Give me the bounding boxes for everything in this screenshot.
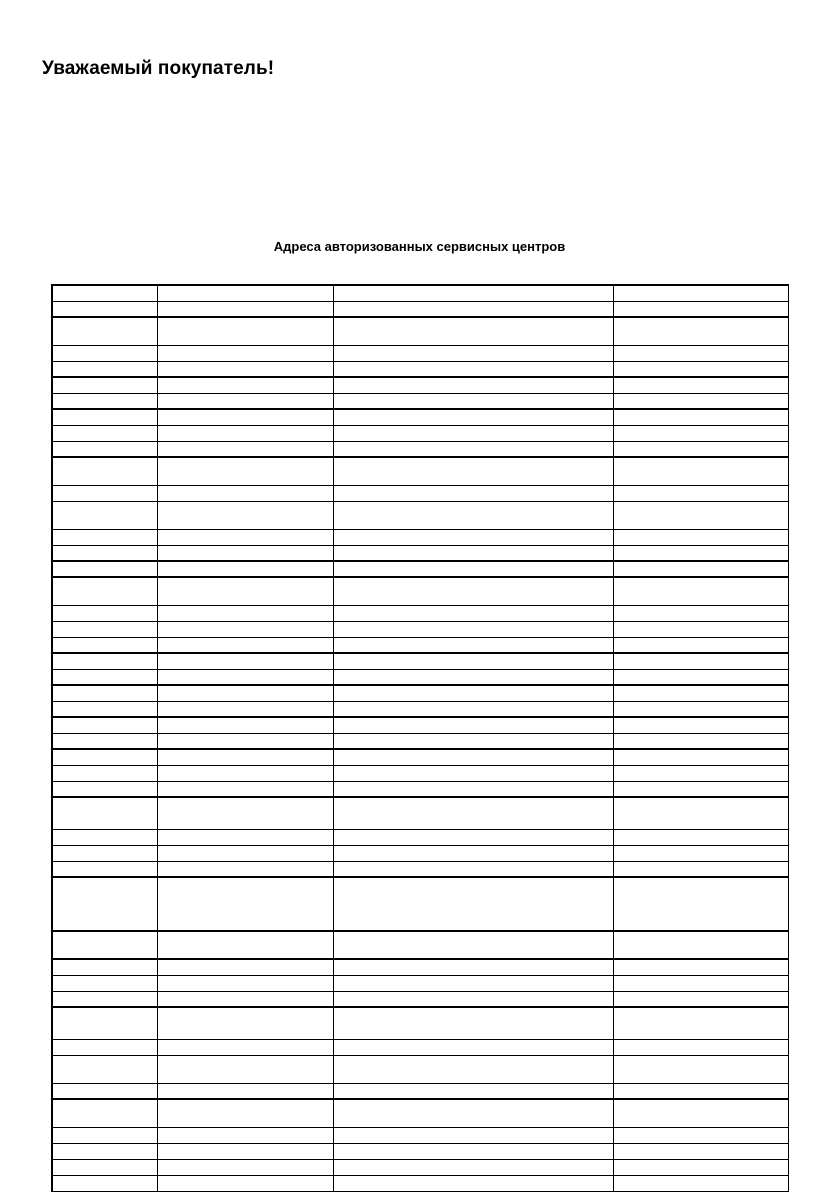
table-cell (52, 877, 157, 931)
table-cell (52, 441, 157, 457)
table-cell (613, 621, 788, 637)
table-row (52, 781, 788, 797)
table-row (52, 425, 788, 441)
table-cell (157, 685, 333, 701)
table-cell (157, 733, 333, 749)
table-cell (333, 561, 613, 577)
table-cell (333, 1099, 613, 1127)
table-cell (52, 501, 157, 529)
table-row (52, 717, 788, 733)
table-cell (52, 975, 157, 991)
table-cell (333, 877, 613, 931)
table-row (52, 669, 788, 685)
table-cell (157, 845, 333, 861)
table-cell (333, 441, 613, 457)
table-row (52, 749, 788, 765)
table-cell (333, 637, 613, 653)
table-cell (157, 1159, 333, 1175)
table-cell (613, 1175, 788, 1191)
table-cell (52, 545, 157, 561)
table-cell (157, 457, 333, 485)
table-row (52, 377, 788, 393)
table-cell (157, 931, 333, 959)
table-cell (613, 361, 788, 377)
table-cell (52, 425, 157, 441)
table-row (52, 1127, 788, 1143)
table-cell (157, 653, 333, 669)
table-cell (333, 845, 613, 861)
table-cell (333, 425, 613, 441)
table-cell (613, 781, 788, 797)
table-cell (52, 345, 157, 361)
table-cell (333, 749, 613, 765)
table-cell (613, 1099, 788, 1127)
table-cell (333, 1175, 613, 1191)
table-cell (52, 1055, 157, 1083)
table-cell (333, 317, 613, 345)
table-cell (613, 529, 788, 545)
table-cell (613, 845, 788, 861)
table-cell (613, 1127, 788, 1143)
table-cell (157, 717, 333, 733)
table-row (52, 685, 788, 701)
table-cell (157, 393, 333, 409)
table-cell (333, 669, 613, 685)
table-cell (613, 301, 788, 317)
table-cell (613, 749, 788, 765)
table-cell (613, 285, 788, 301)
table-cell (613, 457, 788, 485)
table-row (52, 701, 788, 717)
table-cell (157, 425, 333, 441)
table-row (52, 1083, 788, 1099)
table-cell (52, 765, 157, 781)
table-cell (613, 1083, 788, 1099)
table-cell (613, 733, 788, 749)
table-cell (52, 701, 157, 717)
table-cell (333, 1039, 613, 1055)
table-row (52, 1055, 788, 1083)
table-row (52, 991, 788, 1007)
table-cell (613, 393, 788, 409)
table-cell (333, 765, 613, 781)
table-cell (613, 829, 788, 845)
table-cell (613, 425, 788, 441)
table-cell (52, 1083, 157, 1099)
table-cell (52, 749, 157, 765)
table-row (52, 457, 788, 485)
table-cell (52, 669, 157, 685)
table-cell (157, 361, 333, 377)
table-cell (157, 409, 333, 425)
table-cell (613, 653, 788, 669)
table-cell (157, 975, 333, 991)
table-cell (613, 501, 788, 529)
table-row (52, 975, 788, 991)
table-cell (613, 1007, 788, 1039)
table-cell (157, 485, 333, 501)
table-cell (52, 317, 157, 345)
table-cell (52, 717, 157, 733)
table-row (52, 959, 788, 975)
table-cell (613, 1039, 788, 1055)
table-cell (157, 377, 333, 393)
table-row (52, 1039, 788, 1055)
table-cell (613, 1159, 788, 1175)
table-cell (157, 545, 333, 561)
table-cell (52, 621, 157, 637)
table-row (52, 361, 788, 377)
table-row (52, 845, 788, 861)
table-cell (157, 1127, 333, 1143)
table-cell (613, 441, 788, 457)
table-row (52, 931, 788, 959)
table-cell (157, 877, 333, 931)
table-row (52, 561, 788, 577)
table-cell (613, 1143, 788, 1159)
table-cell (52, 285, 157, 301)
table-cell (613, 959, 788, 975)
table-row (52, 797, 788, 829)
table-cell (52, 361, 157, 377)
table-cell (52, 485, 157, 501)
table-cell (333, 345, 613, 361)
table-row (52, 301, 788, 317)
table-cell (52, 861, 157, 877)
table-cell (157, 1143, 333, 1159)
table-cell (333, 931, 613, 959)
table-cell (613, 669, 788, 685)
table-cell (157, 501, 333, 529)
table-cell (52, 991, 157, 1007)
table-cell (613, 409, 788, 425)
table-cell (613, 377, 788, 393)
table-cell (333, 301, 613, 317)
table-row (52, 765, 788, 781)
table-cell (333, 377, 613, 393)
table-cell (52, 457, 157, 485)
table-cell (613, 485, 788, 501)
table-cell (613, 545, 788, 561)
table-cell (333, 861, 613, 877)
table-cell (157, 991, 333, 1007)
table-cell (333, 545, 613, 561)
table-row (52, 829, 788, 845)
table-cell (333, 529, 613, 545)
table-cell (333, 685, 613, 701)
table-cell (157, 829, 333, 845)
table-cell (613, 345, 788, 361)
table-cell (333, 621, 613, 637)
table-cell (613, 717, 788, 733)
table-row (52, 393, 788, 409)
table-row (52, 285, 788, 301)
table-cell (157, 285, 333, 301)
table-cell (613, 765, 788, 781)
table-cell (333, 457, 613, 485)
table-row (52, 485, 788, 501)
table-cell (157, 621, 333, 637)
table-cell (52, 301, 157, 317)
table-cell (333, 1143, 613, 1159)
table-cell (613, 685, 788, 701)
service-centers-table (51, 284, 789, 1192)
table-cell (52, 1039, 157, 1055)
table-cell (52, 733, 157, 749)
table-cell (52, 637, 157, 653)
table-cell (157, 1099, 333, 1127)
table-cell (52, 409, 157, 425)
table-row (52, 529, 788, 545)
table-cell (157, 441, 333, 457)
table-cell (157, 561, 333, 577)
table-cell (52, 829, 157, 845)
table-cell (157, 317, 333, 345)
table-cell (157, 529, 333, 545)
table-cell (333, 959, 613, 975)
table-row (52, 637, 788, 653)
table-title: Адреса авторизованных сервисных центров (273, 239, 566, 254)
table-cell (333, 1127, 613, 1143)
table-row (52, 1143, 788, 1159)
table-cell (333, 717, 613, 733)
table-cell (157, 669, 333, 685)
table-cell (333, 781, 613, 797)
table-cell (52, 393, 157, 409)
table-row (52, 877, 788, 931)
table-cell (613, 701, 788, 717)
table-cell (157, 959, 333, 975)
table-cell (613, 797, 788, 829)
table-row (52, 1159, 788, 1175)
table-cell (613, 1055, 788, 1083)
table-cell (52, 529, 157, 545)
table-cell (52, 1099, 157, 1127)
table-row (52, 1099, 788, 1127)
table-cell (333, 797, 613, 829)
table-row (52, 345, 788, 361)
table-cell (52, 561, 157, 577)
table-cell (52, 1007, 157, 1039)
table-cell (333, 393, 613, 409)
greeting-heading: Уважаемый покупатель! (42, 58, 275, 79)
table-cell (157, 861, 333, 877)
table-cell (613, 877, 788, 931)
table-row (52, 653, 788, 669)
table-cell (52, 653, 157, 669)
table-cell (333, 285, 613, 301)
table-cell (52, 781, 157, 797)
table-cell (333, 701, 613, 717)
table-cell (333, 1055, 613, 1083)
table-row (52, 441, 788, 457)
table-cell (333, 409, 613, 425)
table-cell (613, 975, 788, 991)
table-row (52, 1007, 788, 1039)
table-cell (157, 797, 333, 829)
table-cell (157, 1175, 333, 1191)
table-cell (613, 637, 788, 653)
table-cell (52, 377, 157, 393)
table-cell (333, 991, 613, 1007)
table-cell (157, 749, 333, 765)
table-cell (613, 317, 788, 345)
table-cell (613, 605, 788, 621)
table-cell (52, 1143, 157, 1159)
table-cell (613, 931, 788, 959)
table-cell (613, 561, 788, 577)
table-cell (157, 781, 333, 797)
table-row (52, 317, 788, 345)
table-cell (52, 797, 157, 829)
table-cell (333, 1007, 613, 1039)
table-row (52, 577, 788, 605)
table-cell (333, 361, 613, 377)
table-row (52, 1175, 788, 1191)
table-cell (613, 577, 788, 605)
table-cell (157, 1007, 333, 1039)
table-cell (157, 301, 333, 317)
table-cell (157, 1039, 333, 1055)
table-row (52, 861, 788, 877)
table-cell (52, 1159, 157, 1175)
table-cell (52, 685, 157, 701)
table-row (52, 621, 788, 637)
table-cell (613, 861, 788, 877)
table-cell (333, 1083, 613, 1099)
table-cell (157, 701, 333, 717)
table-row (52, 733, 788, 749)
table-cell (333, 653, 613, 669)
table-cell (333, 605, 613, 621)
table-cell (333, 577, 613, 605)
table-cell (157, 1083, 333, 1099)
table-cell (333, 1159, 613, 1175)
table-cell (52, 959, 157, 975)
table-row (52, 409, 788, 425)
table-cell (333, 829, 613, 845)
table-cell (333, 501, 613, 529)
table-cell (52, 1175, 157, 1191)
table-cell (52, 1127, 157, 1143)
table-cell (52, 931, 157, 959)
table-cell (333, 485, 613, 501)
table-row (52, 545, 788, 561)
table-cell (333, 975, 613, 991)
table-cell (157, 765, 333, 781)
table-cell (613, 991, 788, 1007)
table-cell (157, 1055, 333, 1083)
table-cell (157, 637, 333, 653)
table-cell (157, 345, 333, 361)
table-row (52, 605, 788, 621)
table-cell (52, 605, 157, 621)
table-cell (157, 605, 333, 621)
table-cell (52, 845, 157, 861)
table-row (52, 501, 788, 529)
table-cell (52, 577, 157, 605)
table-cell (333, 733, 613, 749)
table-cell (157, 577, 333, 605)
